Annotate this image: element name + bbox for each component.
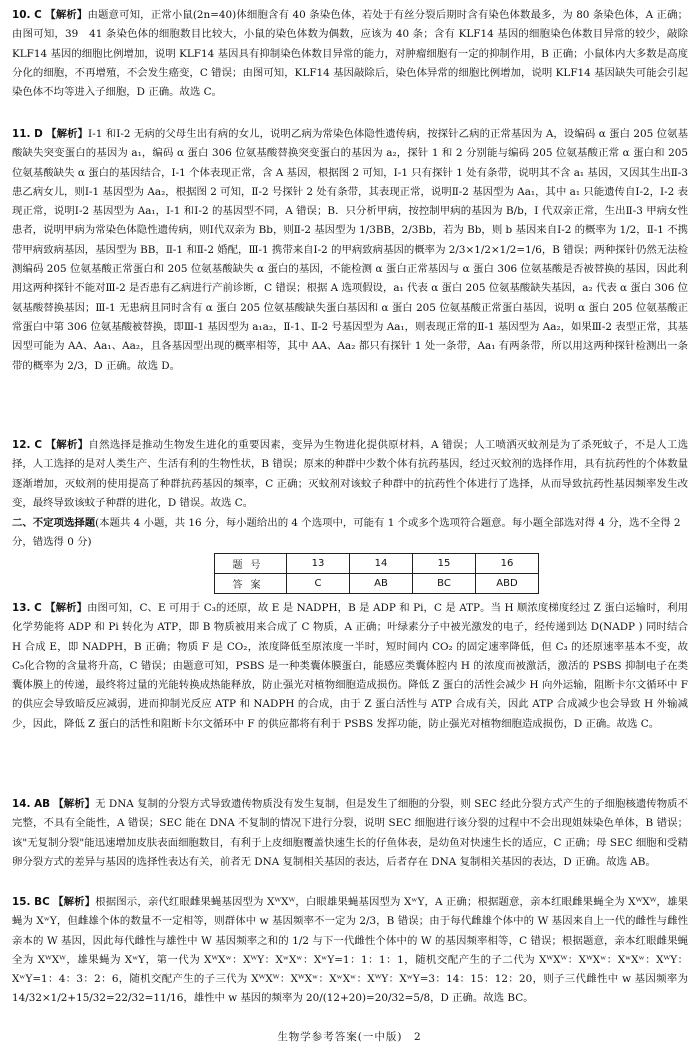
q14-number: 14. AB [12,798,51,810]
q11-number: 11. D [12,128,43,140]
q12-text: 自然选择是推动生物发生进化的重要因素，变异为生物进化提供原材料，A 错误；人工喷洒灭蚊剂是为了杀死蚊子，不是人工选择，人工选择的是对人类生产、生活有利的生物性状，B 错误；原来的种群中少数个体有抗药基因，经过灭蚊剂的选择作用，具有抗药性的个体数量逐渐增加，灭蚊剂的使用提高了种群抗药基因的频率，C 正确；灭蚊剂对该蚊子种群中的抗药性个体进行了选择，从而导致抗药性基因频率发生改变，最终导致该蚊子种群的进化，D 错误。故选 C。 [12,439,688,509]
answer-table-answer-13: C [287,574,350,594]
section-2-instructions: (本题共 4 小题，共 16 分，每小题给出的 4 个选项中，可能有 1 个或多个选项符合题意。每小题全部选对得 4 分，选不全得 2 分，错选得 0 分) [12,517,681,549]
page-footer: 生物学参考答案(一中版) 2 [277,1031,422,1043]
answer-table-number-13: 13 [287,554,350,574]
q13-number: 13. C [12,602,42,614]
q13-explanation [12,599,688,734]
q11-text: Ⅰ-1 和Ⅰ-2 无病的父母生出有病的女儿，说明乙病为常染色体隐性遗传病，按探针乙病的正常基因为 A，设编码 α 蛋白 205 位氨基酸缺失突变蛋白的基因为 a₁，编码 α 蛋白 306 位氨基酸替换突变蛋白的基因为 a₂，探针 1 和 2 分别能与编码 205 位氨基酸正常 α 蛋白和 205 位氨基酸缺失 α 蛋白的基因结合，Ⅰ-1 个体表现正常，含 A 基因，根据图 2 可知，Ⅰ-1 只有探针 1 处有条带，说明其不含 a₁ 基因，又因其生出Ⅱ-3 患乙病女儿，则Ⅰ-1 基因型为 Aa₂，根据图 2 可知，Ⅱ-2 号探针 2 处有条带，其表现正常，说明Ⅱ-2 基因型为 Aa₁，其中 a₁ 只能遗传自Ⅰ-2，Ⅰ-2 表现正常，说明Ⅰ-2 基因型为 Aa₁，Ⅰ-1 和Ⅰ-2 的基因型不同，A 错误；B．只分析甲病，按控制甲病的基因为 B/b，Ⅰ 代双亲正常，生出Ⅱ-3 甲病女性患者，说明甲病为常染色体隐性遗传病，则Ⅰ代双亲为 Bb，则Ⅱ-2 基因型为 1/3BB，2/3Bb，若为 Bb，则 b 基因来自Ⅰ-2 的概率为 1/2，Ⅱ-1 不携带甲病致病基因，基因型为 BB，Ⅱ-1 和Ⅱ-2 婚配，Ⅲ-1 携带来自Ⅰ-2 的甲病致病基因的概率为 2/3×1/2×1/2=1/6，B 错误；两种探针仍然无法检测编码 205 位氨基酸正常蛋白和 205 位氨基酸缺失 α 蛋白的基因，不能检测 α 蛋白正常基因与 α 蛋白 306 位氨基酸是否被替换的基因，因此利用这两种探针不能对Ⅲ-2 是否患有乙病进行产前诊断，C 错误；根据 A 选项假设，a₁ 代表 α 蛋白 205 位氨基酸缺失基因，a₂ 代表 α 蛋白 306 位氨基酸替换基因；Ⅲ-1 无患病且同时含有 α 蛋白 205 位氨基酸缺失蛋白基因和 α 蛋白 205 位氨基酸正常蛋白基因，说明 α 蛋白 205 位氨基酸正常蛋白中第 306 位氨基酸被替换，即Ⅲ-1 基因型为 a₁a₂，Ⅱ-1、Ⅱ-2 号基因型为 Aa₁，则表现正常的Ⅱ-1 基因型为 Aa₂，如果Ⅲ-2 表型正常，其基因型可能为 AA、Aa₁、Aa₂，且各基因型出现的概率相等，其中 AA、Aa₂ 都只有探针 1 处一条带，Aa₁ 有两条带，所以用这两种探针检测出一条带的概率为 2/3，D 正确。故选 D。 [12,128,688,372]
q15-number: 15. BC [12,896,50,908]
q13-analysis-tag: 【解析】 [45,602,88,614]
q10-number: 10. C [12,9,42,21]
q15-text: 根据图示，亲代红眼雌果蝇基因型为 XᵂXᵂ，白眼雄果蝇基因型为 XʷY，A 正确；根据题意，亲本红眼雌果蝇全为 XᵂXᵂ，雄果蝇为 XʷY，但雌雄个体的数量不一定相等，则群体中 w 基因频率不一定为 2/3，B 错误；由于每代雌雄个体中的 W 基因来自上一代的雌性与雌性亲本的 W 基因，因此每代雌性与雄性中 W 基因频率之和的 1/2 与下一代雌性个体中的 W 的基因频率相等，C 错误；根据题意，亲本红眼雌果蝇全为 XᵂXᵂ，雄果蝇为 XʷY，第一代为 XᵂXʷ：XᵂY：XʷXʷ：XʷY=1：1：1：1，随机交配产生的子二代为 XᵂXᵂ：XᵂXʷ：XʷXʷ：XᵂY：XʷY=1：4：3：2：6，随机交配产生的子三代为 XᵂXᵂ：XᵂXʷ：XʷXʷ：XᵂY：XʷY=3：14：15：12：20，则子三代雌性中 w 基因频率为 14/32×1/2+15/32=22/32=11/16，雄性中 w 基因的频率为 20/(12+20)=20/32=5/8，D 正确。故选 BC。 [12,896,688,1005]
q14-text: 无 DNA 复制的分裂方式导致遗传物质没有发生复制，但是发生了细胞的分裂，则 SEC 经此分裂方式产生的子细胞核遗传物质不完整，不具有全能性，A 错误；SEC 能在 DNA 不复制的情况下进行分裂，说明 SEC 细胞进行该分裂的过程中不会出现姐妹染色单体，B 错误；该"无复制分裂"能迅速增加皮肤表面细胞数目，有利于上皮细胞覆盖快速生长的仔鱼体表，是幼鱼对快速生长的适应，C 正确；母 SEC 细胞和受精卵分裂方式的差异与基因的选择性表达有关，前者无 DNA 复制相关基因的表达，后者存在 DNA 复制相关基因的表达，D 正确。故选 AB。 [12,798,688,868]
q12-number: 12. C [12,439,42,451]
q15-explanation [12,893,688,1009]
q11-explanation [12,125,688,376]
answer-table-answer-label: 答案 [215,574,287,594]
q14-analysis-tag: 【解析】 [53,798,96,810]
answer-table-number-15: 15 [413,554,476,574]
q13-text: 由图可知，C、E 可用于 C₃的还原，故 E 是 NADPH，B 是 ADP 和 Pi，C 是 ATP。当 H 顺浓度梯度经过 Z 蛋白运输时，利用化学势能将 ADP 和 Pi 转化为 ATP，即 B 物质被用来合成了 C 物质，A 正确；叶绿素分子中被光激发的电子，经传递到达 D(NADP ) 同时结合 H 合成 E，即 NADPH，B 正确；物质 F 是 CO₂，浓度降低至原浓度一半时，短时间内 CO₂ 的固定速率降低，但 C₃ 的还原速率基本不变，故 C₅化合物的含量将升高，C 错误；由题意可知，PSBS 是一种类囊体膜蛋白，能感应类囊体腔内 H 的浓度而被激活，激活的 PSBS 抑制电子在类囊体膜上的传递，最终将过量的光能转换成热能释放，防止强光对植物细胞造成损伤。降低 Z 蛋白的活性会减少 H 向外运输，阻断卡尔文循环中 F 的供应会导致暗反应减弱，进而抑制光反应 ATP 和 NADPH 的合成，由于 Z 蛋白活性与 ATP 合成有关，因此 ATP 合成减少也会导致 H 外输减少，因此，降低 Z 蛋白的活性和阻断卡尔文循环中 F 的供应都将有利于 PSBS 发挥功能，防止强光对植物细胞造成损伤，D 正确。故选 C。 [12,602,689,730]
q12-analysis-tag: 【解析】 [45,439,89,451]
q10-analysis-tag: 【解析】 [45,9,88,21]
q10-text: 由题意可知，正常小鼠(2n=40)体细胞含有 40 条染色体，若处于有丝分裂后期时含有染色体数最多，为 80 条染色体，A 正确；由图可知，39 41 条染色体的细胞数目比较大，小鼠的染色体数为偶数，应该为 40 条；含有 KLF14 基因的细胞染色体数目异常的较少，敲除 KLF14 基因的细胞比例增加，说明 KLF14 基因具有抑制染色体数目异常的能力，对肿瘤细胞有一定的抑制作用，B 正确；小鼠体内大多数是高度分化的细胞，不再增殖，不会发生癌变，C 错误；由图可知，KLF14 基因敲除后，染色体异常的细胞比例增加，说明 KLF14 基因缺失可能会引起染色体不均等进入子细胞，D 正确。故选 C。 [12,9,689,99]
answer-table-number-14: 14 [350,554,413,574]
answer-table-number-16: 16 [476,554,539,574]
answer-table-number-label: 题号 [215,554,287,574]
q14-explanation [12,795,688,872]
q10-explanation [12,6,688,102]
answer-table-number-row [215,554,539,574]
q12-explanation [12,436,688,513]
answer-table-answer-16: ABD [476,574,539,594]
answer-table-answer-14: AB [350,574,413,594]
answer-table [214,553,539,594]
answer-table-answer-row [215,574,539,594]
q15-analysis-tag: 【解析】 [53,896,96,908]
q11-analysis-tag: 【解析】 [46,128,89,140]
answer-table-answer-15: BC [413,574,476,594]
section-2-header [12,514,688,553]
section-2-title: 二、不定项选择题 [12,517,96,529]
